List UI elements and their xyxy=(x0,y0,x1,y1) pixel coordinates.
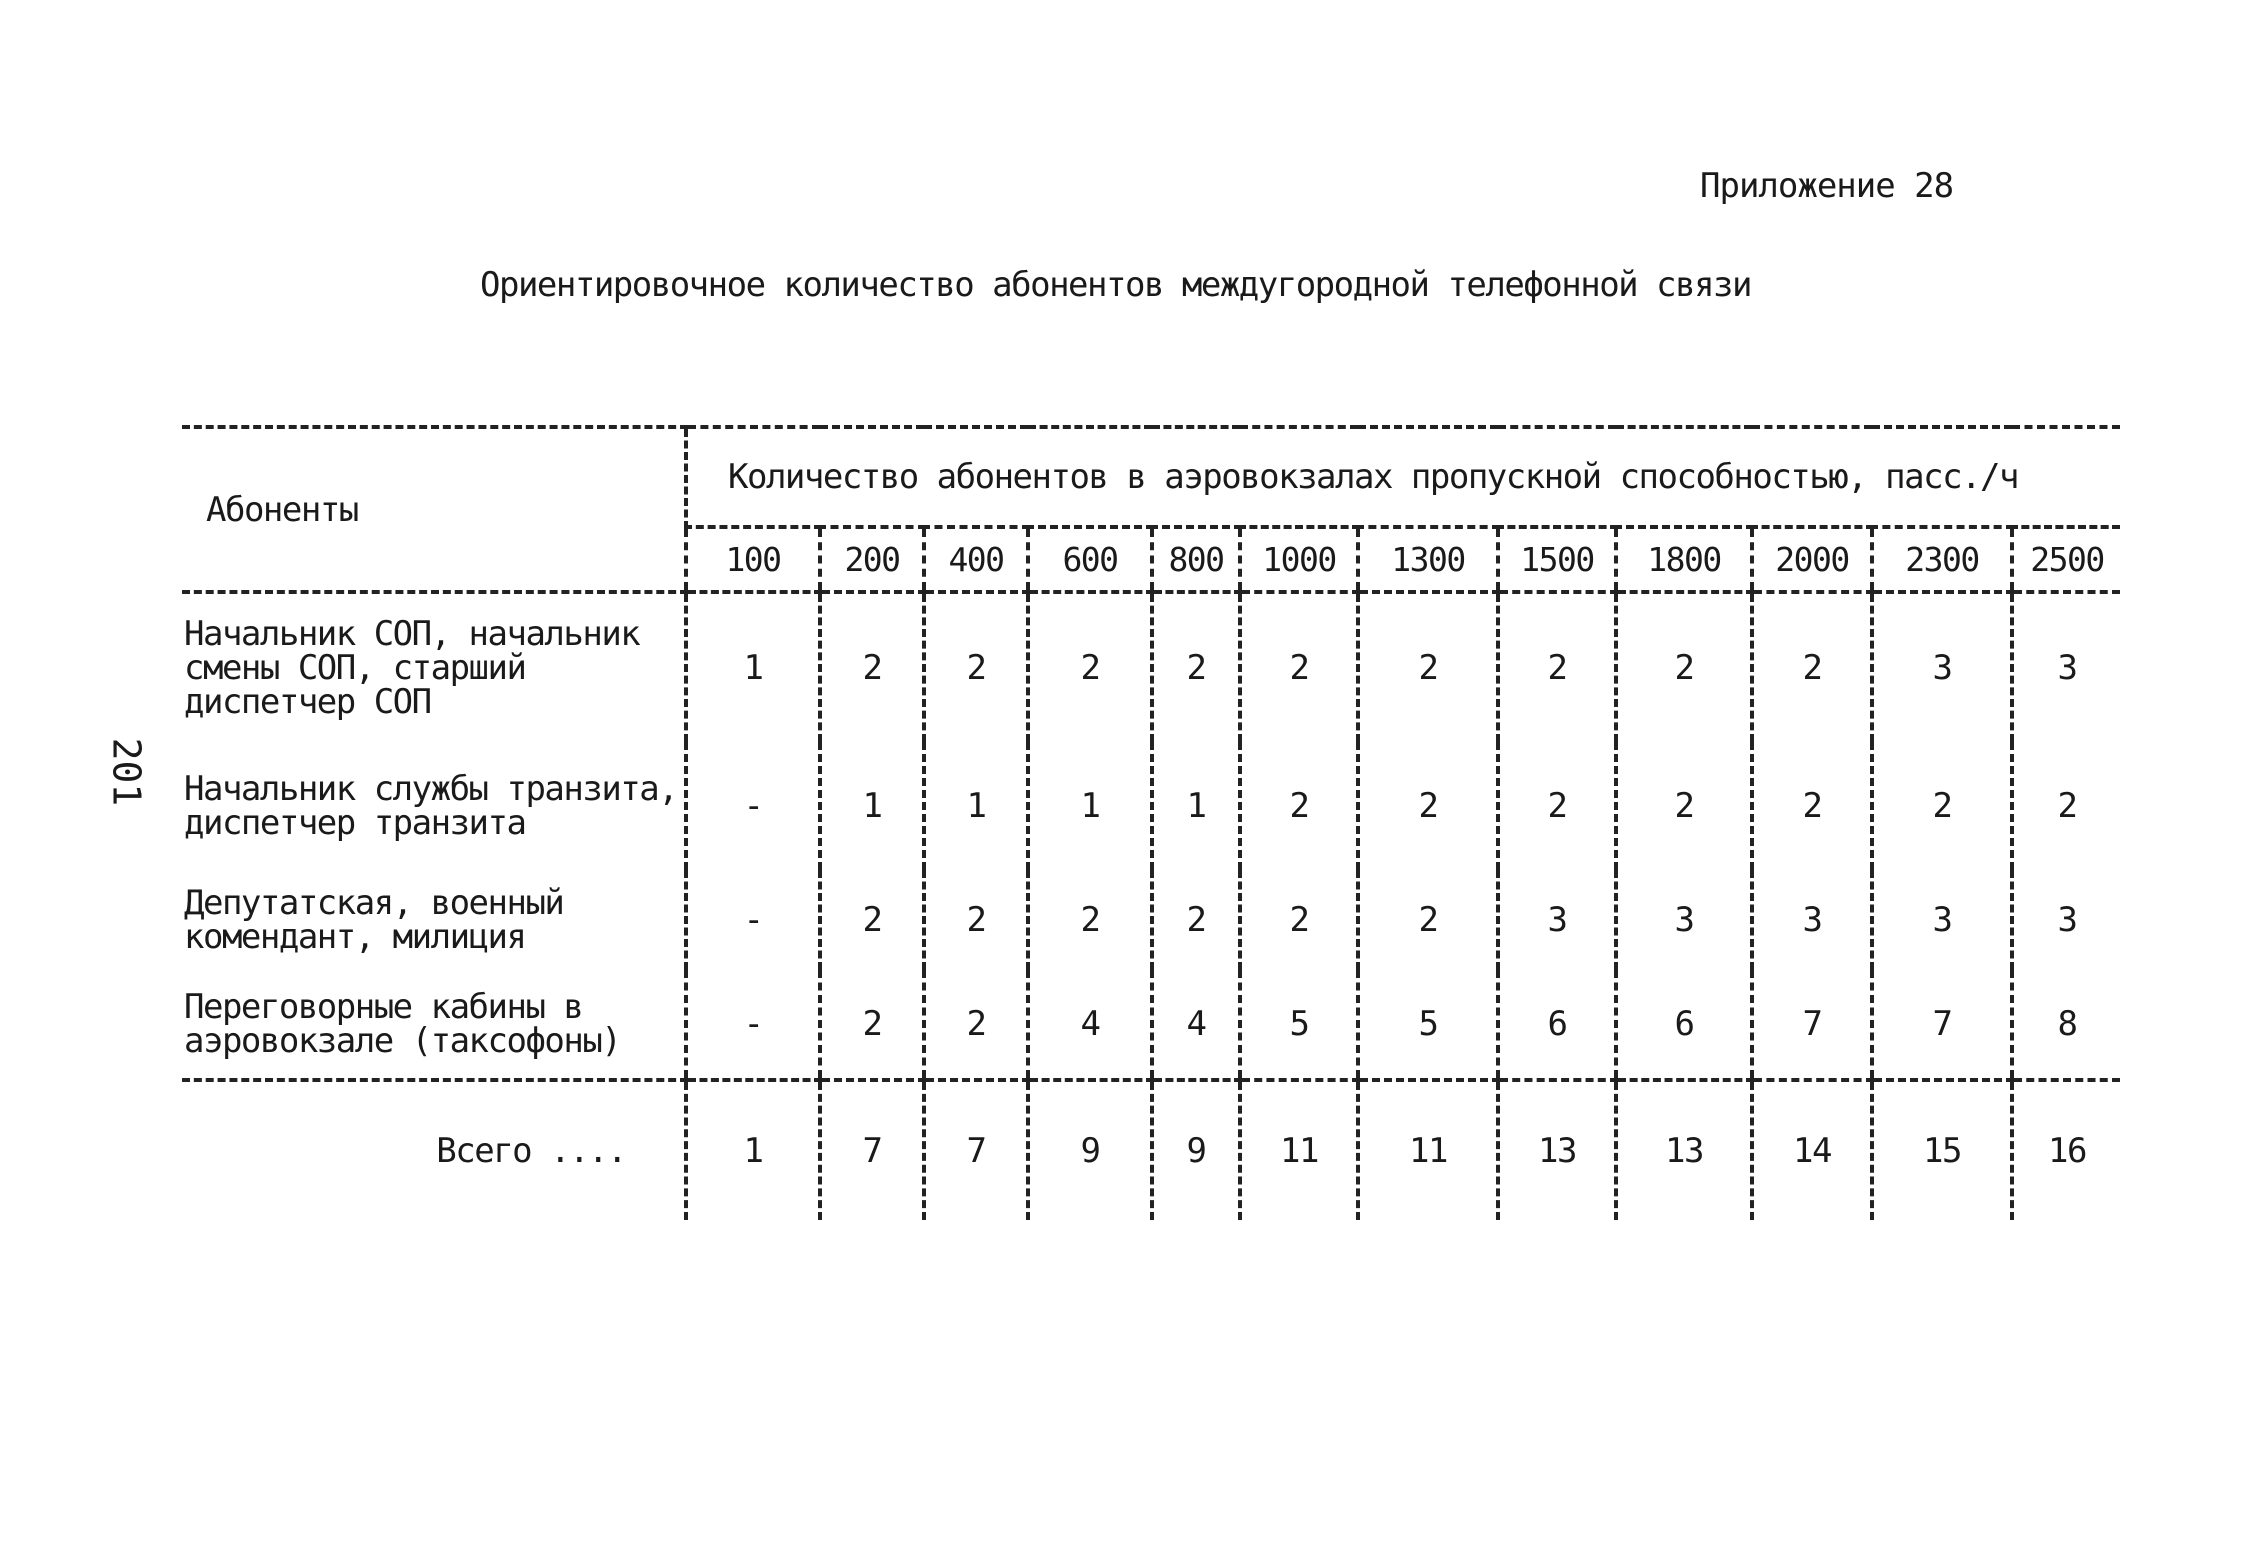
total-cell: 9 xyxy=(1028,1080,1152,1220)
table-cell: 1 xyxy=(686,592,820,742)
row-label: Начальник СОП, начальник смены СОП, старший диспетчер СОП xyxy=(184,614,640,722)
table-cell: 2 xyxy=(1240,870,1358,970)
capacity-header: 1800 xyxy=(1616,527,1752,592)
capacity-header: 2300 xyxy=(1872,527,2012,592)
page-number: 201 xyxy=(104,737,149,807)
capacity-header: 1300 xyxy=(1358,527,1498,592)
table-cell: - xyxy=(686,742,820,870)
table-cell: 4 xyxy=(1152,970,1240,1080)
table-cell: 6 xyxy=(1616,970,1752,1080)
table-cell: 7 xyxy=(1872,970,2012,1080)
total-cell: 16 xyxy=(2012,1080,2120,1220)
total-cell: 13 xyxy=(1498,1080,1616,1220)
table-cell: 2 xyxy=(1152,870,1240,970)
table-cell: 7 xyxy=(1752,970,1872,1080)
table-cell: 6 xyxy=(1498,970,1616,1080)
table-cell: 2 xyxy=(1240,592,1358,742)
capacity-header: 600 xyxy=(1028,527,1152,592)
table-cell: 2 xyxy=(1616,592,1752,742)
table-row xyxy=(182,592,2120,742)
capacity-header: 2000 xyxy=(1752,527,1872,592)
total-cell: 7 xyxy=(924,1080,1028,1220)
header-abonenty: Абоненты xyxy=(182,427,686,592)
table-cell: 2 xyxy=(1028,592,1152,742)
table-cell: 3 xyxy=(1872,592,2012,742)
header-capacity-group: Количество абонентов в аэровокзалах пропускной способностью, пасс./ч xyxy=(686,427,2120,527)
total-cell: 9 xyxy=(1152,1080,1240,1220)
total-cell: 14 xyxy=(1752,1080,1872,1220)
table-cell: - xyxy=(686,870,820,970)
table-cell: 3 xyxy=(1498,870,1616,970)
table-cell: 2 xyxy=(1358,870,1498,970)
table-cell: 1 xyxy=(1152,742,1240,870)
table-cell: 5 xyxy=(1358,970,1498,1080)
capacity-header: 2500 xyxy=(2012,527,2120,592)
table-cell: 3 xyxy=(2012,592,2120,742)
table-cell: 2 xyxy=(1152,592,1240,742)
table-row xyxy=(182,970,2120,1080)
table-cell: 2 xyxy=(924,970,1028,1080)
total-cell: 1 xyxy=(686,1080,820,1220)
table-cell: 2 xyxy=(820,870,924,970)
table-cell: 3 xyxy=(1872,870,2012,970)
total-cell: 11 xyxy=(1358,1080,1498,1220)
table-cell: 2 xyxy=(924,870,1028,970)
total-cell: 7 xyxy=(820,1080,924,1220)
capacity-header: 1000 xyxy=(1240,527,1358,592)
table-cell: 2 xyxy=(1616,742,1752,870)
table-cell: 2 xyxy=(2012,742,2120,870)
table-cell: 3 xyxy=(1752,870,1872,970)
table-cell: 3 xyxy=(1616,870,1752,970)
table-cell: 3 xyxy=(2012,870,2120,970)
row-label: Переговорные кабины в аэровокзале (таксофоны) xyxy=(182,970,686,1080)
table-cell: 4 xyxy=(1028,970,1152,1080)
table-cell: 2 xyxy=(1752,592,1872,742)
table-cell: 2 xyxy=(1358,742,1498,870)
table-cell: 5 xyxy=(1240,970,1358,1080)
table-cell: 2 xyxy=(924,592,1028,742)
total-cell: 15 xyxy=(1872,1080,2012,1220)
appendix-label: Приложение 28 xyxy=(1700,166,1954,206)
table-cell: 2 xyxy=(1872,742,2012,870)
table-cell: 2 xyxy=(820,592,924,742)
capacity-header: 400 xyxy=(924,527,1028,592)
table-cell: 8 xyxy=(2012,970,2120,1080)
table-row xyxy=(182,870,2120,970)
table-row xyxy=(182,742,2120,870)
document-title: Ориентировочное количество абонентов междугородной телефонной связи xyxy=(480,265,1751,305)
table-cell: 1 xyxy=(1028,742,1152,870)
table-cell: 2 xyxy=(1498,742,1616,870)
table-cell: 2 xyxy=(1358,592,1498,742)
table-cell: 2 xyxy=(1498,592,1616,742)
capacity-header: 200 xyxy=(820,527,924,592)
total-cell: 11 xyxy=(1240,1080,1358,1220)
capacity-header: 800 xyxy=(1152,527,1240,592)
capacity-header: 1500 xyxy=(1498,527,1616,592)
table-cell: 2 xyxy=(1028,870,1152,970)
row-label: Депутатская, военный комендант, милиция xyxy=(184,883,564,957)
total-cell: 13 xyxy=(1616,1080,1752,1220)
capacity-header: 100 xyxy=(686,527,820,592)
total-row xyxy=(182,1080,2120,1220)
subscribers-table xyxy=(182,425,2120,1220)
table-cell: 1 xyxy=(820,742,924,870)
table-cell: 2 xyxy=(820,970,924,1080)
table-cell: - xyxy=(686,970,820,1080)
table-cell: 2 xyxy=(1240,742,1358,870)
total-label: Всего .... xyxy=(436,1131,626,1171)
row-label: Начальник службы транзита, диспетчер транзита xyxy=(184,769,678,843)
table-cell: 2 xyxy=(1752,742,1872,870)
table-cell: 1 xyxy=(924,742,1028,870)
